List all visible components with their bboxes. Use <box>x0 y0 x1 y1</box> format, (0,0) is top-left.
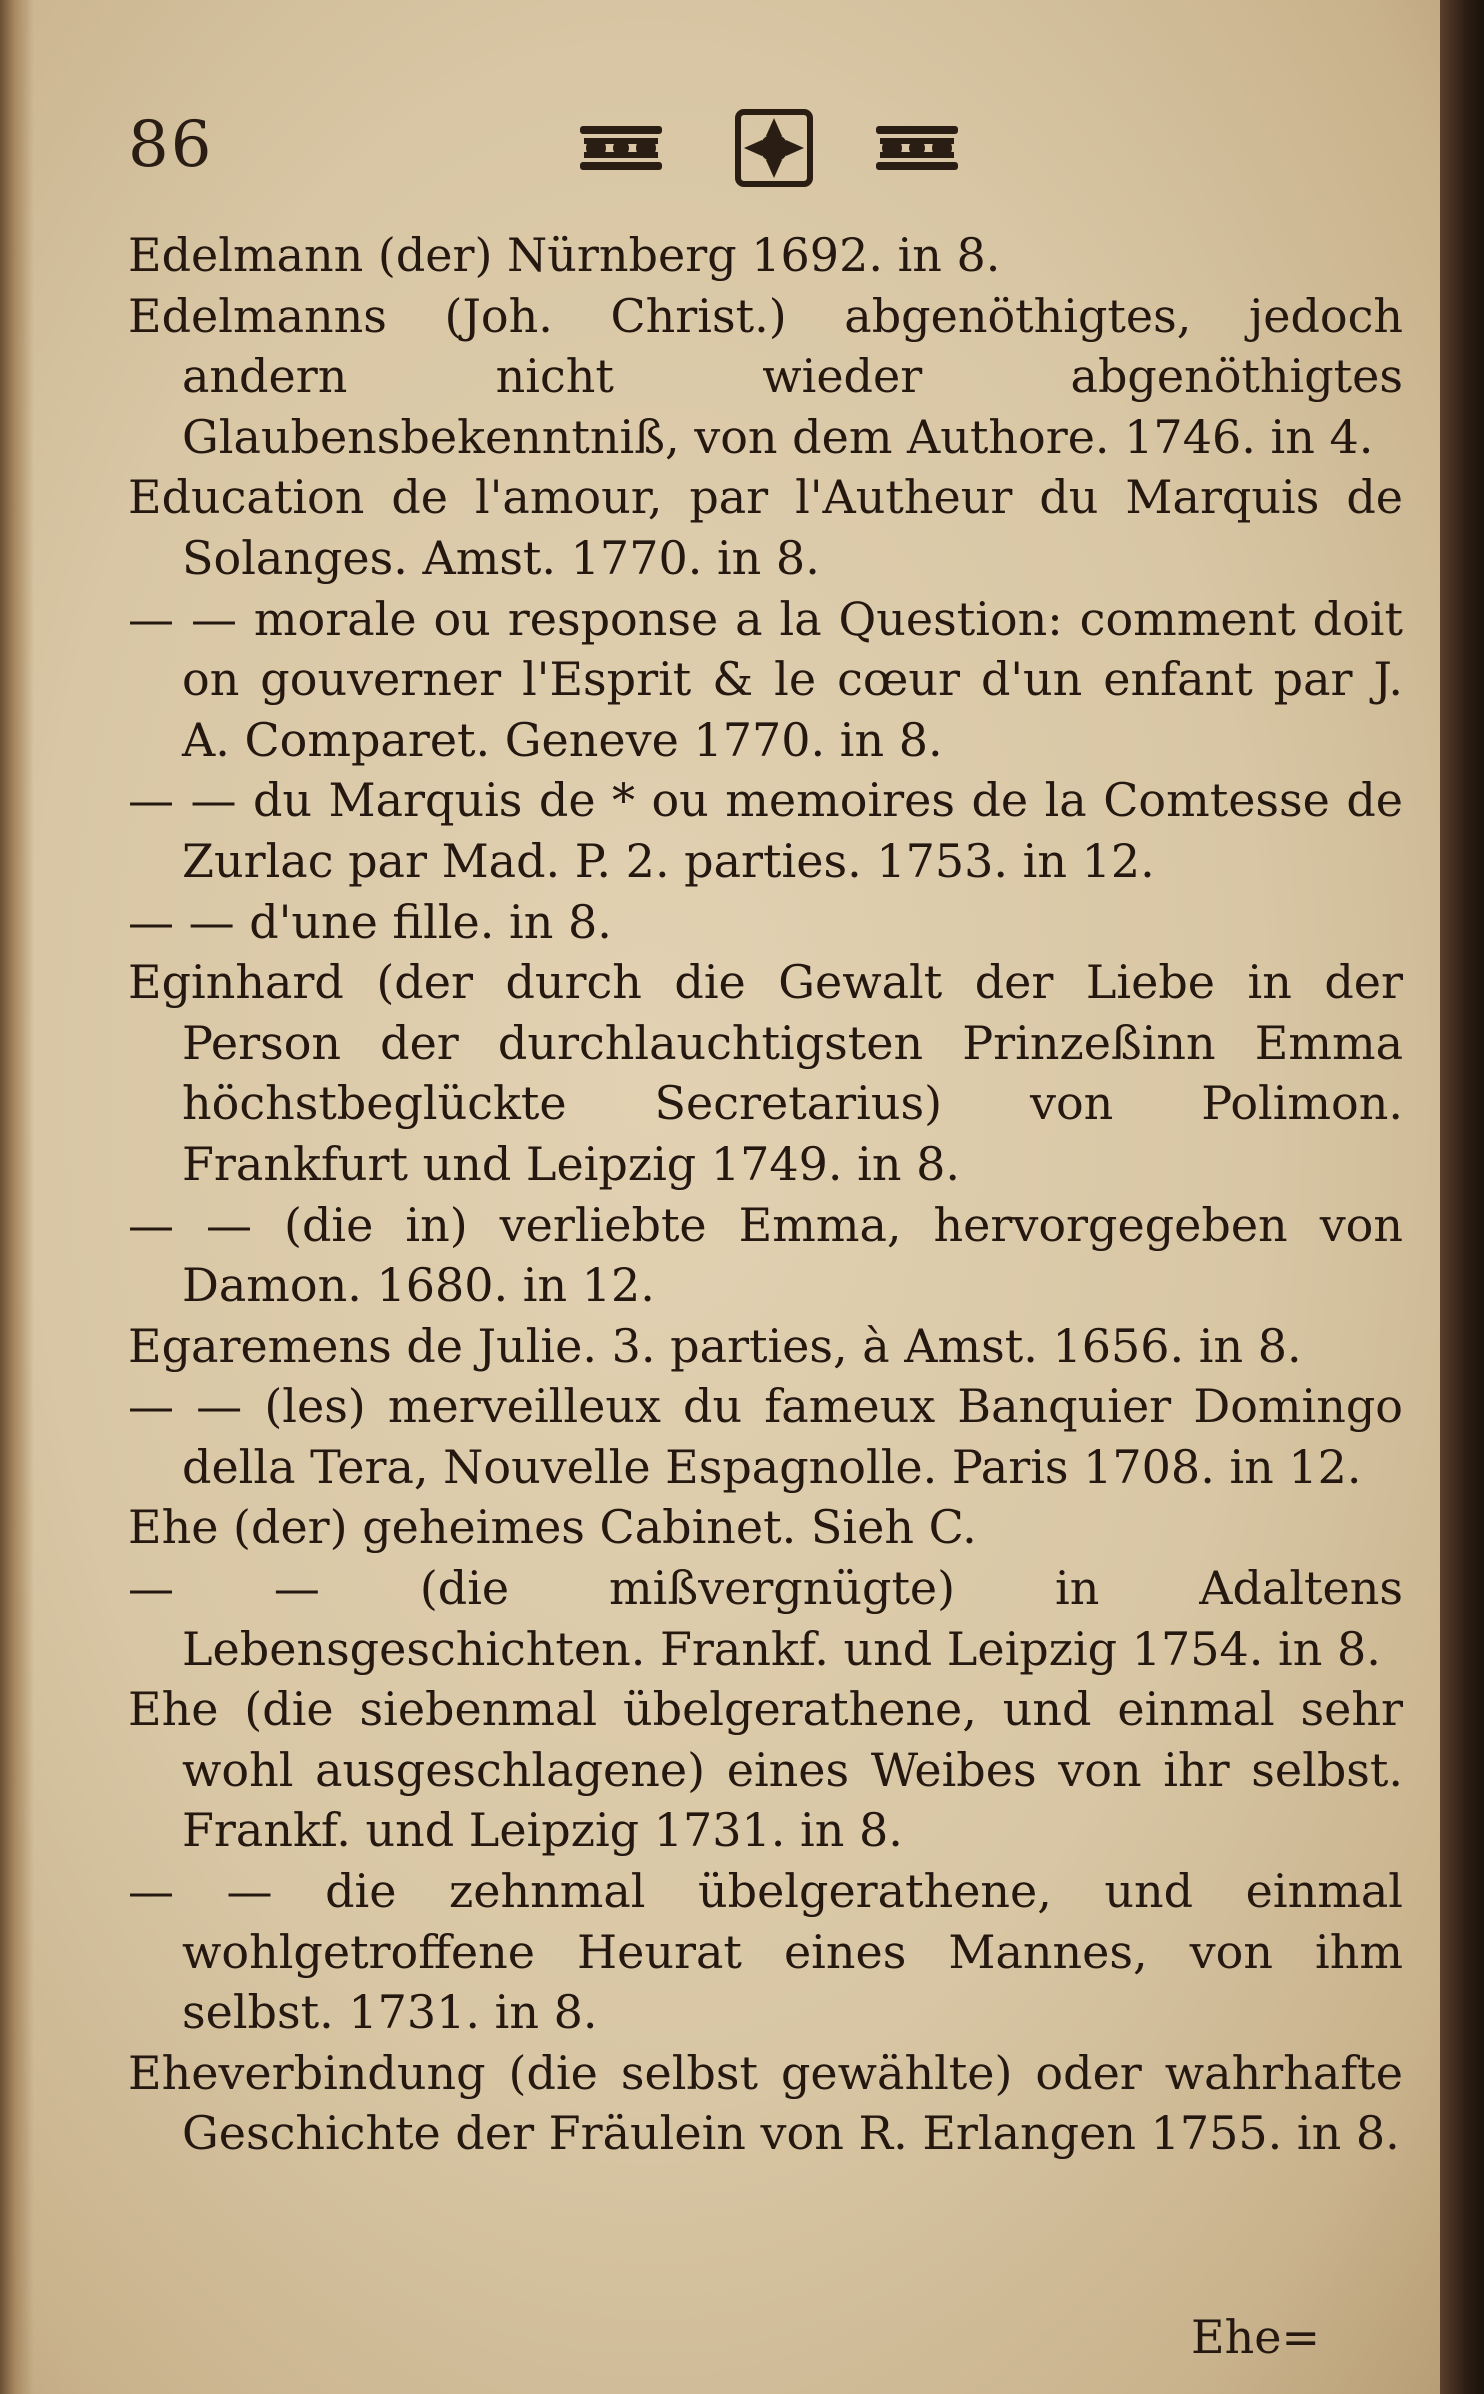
book-edge <box>1440 0 1484 2394</box>
catalog-entry: Egaremens de Julie. 3. parties, à Amst. 1656. in 8. <box>128 1318 1302 1373</box>
catalog-entries <box>128 225 1403 2164</box>
catalog-entry: — — du Marquis de * ou memoires de la Comtesse de Zurlac par Mad. P. 2. parties. 1753. in 12. <box>128 773 1403 888</box>
catalog-entry: — — die zehnmal übelgerathene, und einmal wohlgetroffene Heurat eines Mannes, von ihm selbst. 1731. in 8. <box>128 1864 1403 2040</box>
gutter-shadow <box>0 0 34 2394</box>
printers-ornament-icon <box>576 108 976 188</box>
catalog-entry: Edelmanns (Joh. Christ.) abgenöthigtes, jedoch andern nicht wieder abgenöthigtes Glaubensbekenntniß, von dem Authore. 1746. in 4. <box>128 288 1403 464</box>
catalog-entry: Eheverbindung (die selbst gewählte) oder wahrhafte Geschichte der Fräulein von R. Erlangen 1755. in 8. <box>128 2045 1403 2161</box>
catalog-entry: — — (die in) verliebte Emma, hervorgegeben von Damon. 1680. in 12. <box>128 1197 1403 1313</box>
catalog-entry: Ehe (die siebenmal übelgerathene, und einmal sehr wohl ausgeschlagene) eines Weibes von ihr selbst. Frankf. und Leipzig 1731. in 8. <box>128 1682 1403 1858</box>
catalog-entry: Edelmann (der) Nürnberg 1692. in 8. <box>128 228 1001 282</box>
catalog-entry: Ehe (der) geheimes Cabinet. Sieh C. <box>128 1500 977 1555</box>
catalog-entry: Education de l'amour, par l'Autheur du Marquis de Solanges. Amst. 1770. in 8. <box>128 470 1403 585</box>
catalog-entry: Eginhard (der durch die Gewalt der Liebe in der Person der durchlauchtigsten Prinzeßinn Emma höchstbeglückte Secretarius) von Polimon. Frankfurt und Leipzig 1749. in 8. <box>128 955 1403 1191</box>
catalog-entry: — — (les) merveilleux du fameux Banquier Domingo della Tera, Nouvelle Espagnolle. Paris 1708. in 12. <box>128 1379 1403 1494</box>
catalog-entry: — — morale ou response a la Question: comment doit on gouverner l'Esprit & le cœur d'un enfant par J. A. Comparet. Geneve 1770. in 8. <box>128 591 1403 767</box>
catalog-entry: — — d'une fille. in 8. <box>128 894 612 949</box>
page-number: 86 <box>128 108 214 182</box>
catalog-entry: — — (die mißvergnügte) in Adaltens Lebensgeschichten. Frankf. und Leipzig 1754. in 8. <box>128 1561 1403 1676</box>
catchword: Ehe= <box>1191 2310 1320 2364</box>
